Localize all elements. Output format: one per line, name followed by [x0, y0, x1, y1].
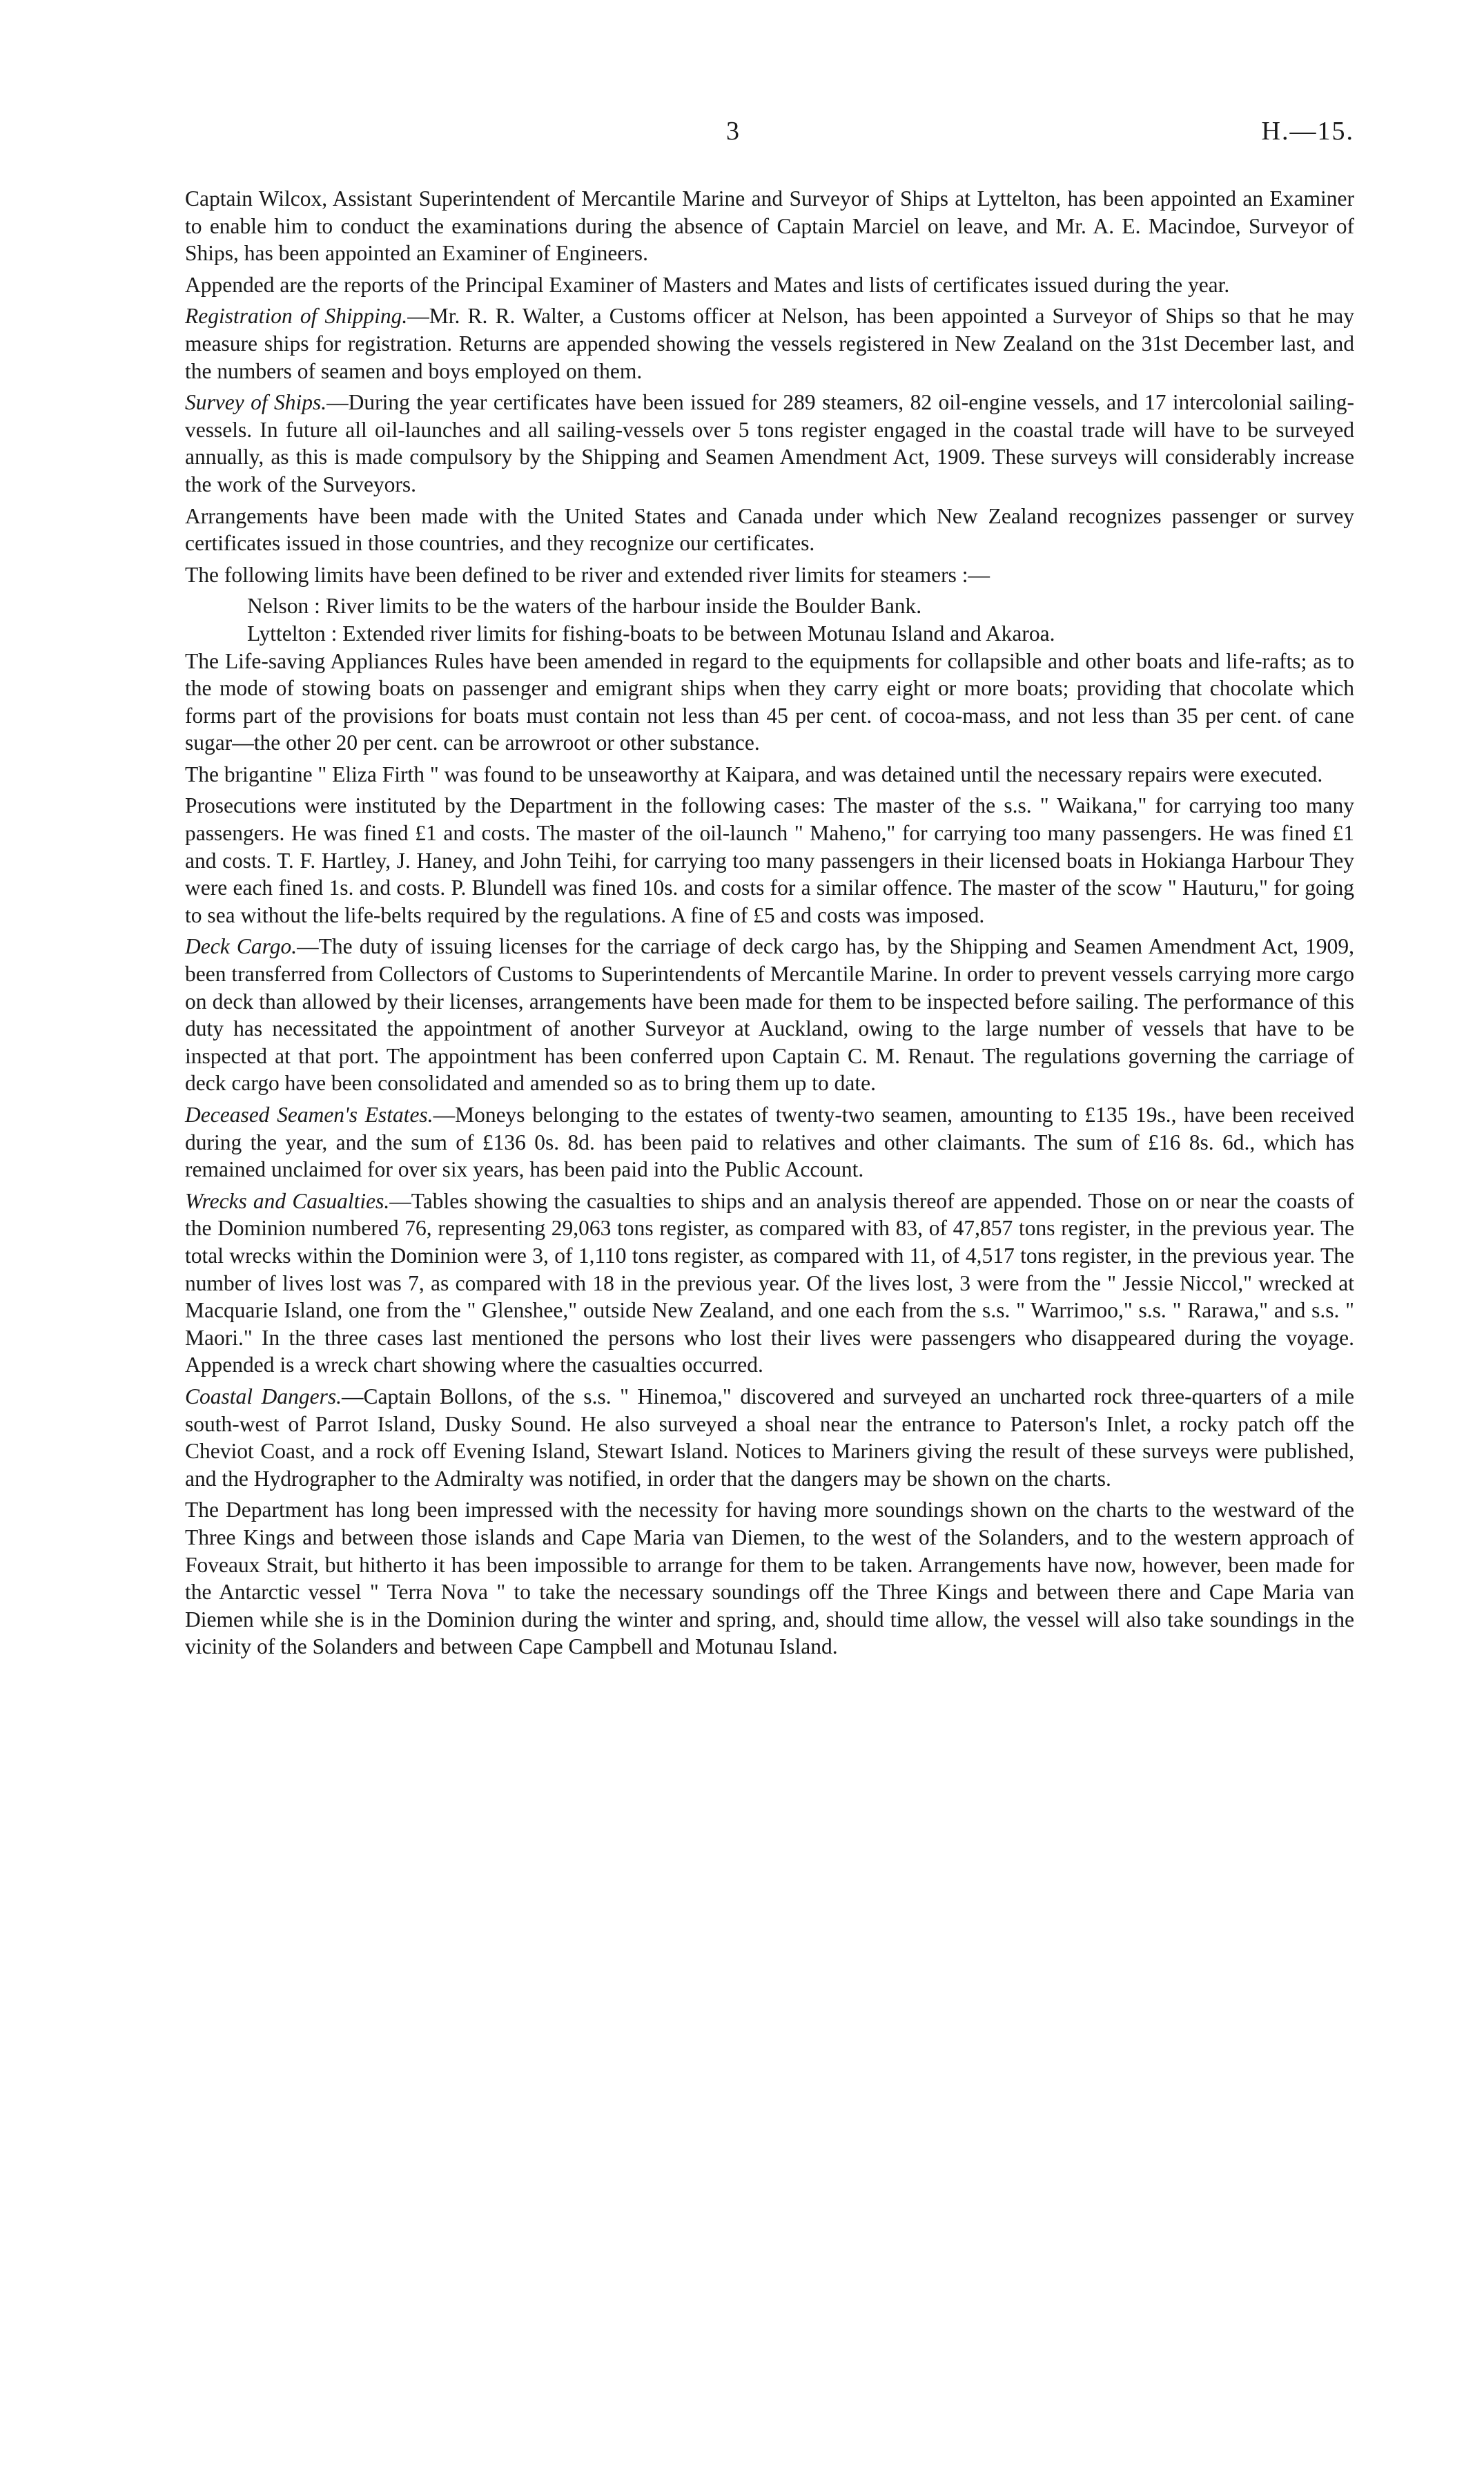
paragraph	[185, 302, 1354, 385]
paragraph-text: The following limits have been defined to be river and extended river limits for steamers :—	[185, 562, 990, 587]
paragraph-text: —Tables showing the casualties to ships and an analysis thereof are appended. Those on or near the coasts of the Dominion numbered 76, representing 29,063 tons register, as compared with 83, of 47,857 tons register, in the previous year. The total wrecks within the Dominion were 3, of 1,110 tons register, as compared with 11, of 4,517 tons register, in the previous year. The number of lives lost was 7, as compared with 18 in the previous year. Of the lives lost, 3 were from the " Jessie Niccol," wrecked at Macquarie Island, one from the " Glenshee," outside New Zealand, and one each from the s.s. " Warrimoo," s.s. " Rarawa," and s.s. " Maori." In the three cases last mentioned the persons who lost their lives were passengers who disappeared during the voyage. Appended is a wreck chart showing where the casualties occurred.	[185, 1188, 1354, 1377]
paragraph	[185, 1101, 1354, 1183]
page-number: 3	[726, 117, 739, 146]
paragraph	[185, 185, 1354, 267]
paragraph	[185, 1383, 1354, 1492]
section-heading: Survey of Ships.	[185, 390, 327, 415]
section-heading: Wrecks and Casualties.	[185, 1188, 390, 1213]
document-body	[185, 185, 1354, 1665]
paragraph-text: —Mr. R. R. Walter, a Customs officer at Nelson, has been appointed a Surveyor of Ships so that he may measure ships for registration. Returns are appended showing the vessels registered in New Zealand on the 31st December last, and the numbers of seamen and boys employed on them.	[185, 304, 1354, 383]
paragraph-text: —Captain Bollons, of the s.s. " Hinemoa," discovered and surveyed an uncharted rock three-quarters of a mile south-west of Parrot Island, Dusky Sound. He also surveyed a shoal near the entrance to Paterson's Inlet, a rocky patch off the Cheviot Coast, and a rock off Evening Island, Stewart Island. Notices to Mariners giving the result of these surveys were published, and the Hydrographer to the Admiralty was notified, in order that the dangers may be shown on the charts.	[185, 1384, 1354, 1491]
limit-item	[185, 592, 1354, 620]
limit-item	[185, 620, 1354, 648]
paragraph	[185, 1496, 1354, 1661]
paragraph	[185, 1188, 1354, 1379]
paragraph	[185, 389, 1354, 498]
paragraph-text: —The duty of issuing licenses for the carriage of deck cargo has, by the Shipping and Seamen Amendment Act, 1909, been transferred from Collectors of Customs to Superintendents of Mercantile Marine. In order to prevent vessels carrying more cargo on deck than allowed by their licenses, arrangements have been made for them to be inspected before sailing. The performance of this duty has necessitated the appointment of another Surveyor at Auckland, owing to the large number of vessels that have to be inspected at that port. The appointment has been conferred upon Captain C. M. Renaut. The regulations governing the carriage of deck cargo have been consolidated and amended so as to bring them up to date.	[185, 934, 1354, 1096]
section-heading: Coastal Dangers.	[185, 1384, 342, 1409]
paragraph-text: The Life-saving Appliances Rules have been amended in regard to the equipments for collapsible and other boats and life-rafts; as to the mode of stowing boats on passenger and emigrant ships when they carry eight or more boats; providing that chocolate which forms part of the provisions for boats must contain not less than 45 per cent. of cocoa-mass, and not less than 35 per cent. of cane sugar—the other 20 per cent. can be arrowroot or other substance.	[185, 648, 1354, 755]
paragraph	[185, 792, 1354, 929]
limit-text: Lyttelton : Extended river limits for fishing-boats to be between Motunau Island and Akaroa.	[247, 621, 1055, 646]
paragraph-text: Captain Wilcox, Assistant Superintendent of Mercantile Marine and Surveyor of Ships at Lyttelton, has been appointed an Examiner to enable him to conduct the examinations during the absence of Captain Marciel on leave, and Mr. A. E. Macindoe, Surveyor of Ships, has been appointed an Examiner of Engineers.	[185, 186, 1354, 266]
paragraph-text: —During the year certificates have been issued for 289 steamers, 82 oil-engine vessels, and 17 intercolonial sailing-vessels. In future all oil-launches and all sailing-vessels over 5 tons register engaged in the coastal trade will have to be surveyed annually, as this is made compulsory by the Shipping and Seamen Amendment Act, 1909. These surveys will considerably increase the work of the Surveyors.	[185, 390, 1355, 496]
paragraph	[185, 561, 1354, 589]
paragraph	[185, 271, 1354, 299]
paragraph	[185, 933, 1354, 1097]
paragraph-text: Appended are the reports of the Principal Examiner of Masters and Mates and lists of certificates issued during the year.	[185, 272, 1230, 297]
section-heading: Deceased Seamen's Estates.	[185, 1103, 433, 1127]
paragraph-text: Arrangements have been made with the United States and Canada under which New Zealand recognizes passenger or survey certificates issued in those countries, and they recognize our certificates.	[185, 503, 1354, 556]
limit-text: Nelson : River limits to be the waters of the harbour inside the Boulder Bank.	[247, 594, 922, 619]
paragraph-text: —Moneys belonging to the estates of twenty-two seamen, amounting to £135 19s., have been received during the year, and the sum of £136 0s. 8d. has been paid to relatives and other claimants. The sum of £16 8s. 6d., which has remained unclaimed for over six years, has been paid into the Public Account.	[185, 1103, 1354, 1182]
paragraph-text: Prosecutions were instituted by the Department in the following cases: The master of the s.s. " Waikana," for carrying too many passengers. He was fined £1 and costs. The master of the oil-launch " Maheno," for carrying too many passengers. He was fined £1 and costs. T. F. Hartley, J. Haney, and John Teihi, for carrying too many passengers in their licensed boats in Hokianga Harbour They were each fined 1s. and costs. P. Blundell was fined 10s. and costs for a similar offence. The master of the scow " Hauturu," for going to sea without the life-belts required by the regulations. A fine of £5 and costs was imposed.	[185, 793, 1354, 927]
section-heading: Deck Cargo.	[185, 934, 297, 959]
document-reference: H.—15.	[1261, 117, 1354, 146]
paragraph	[185, 761, 1354, 788]
paragraph-text: The Department has long been impressed with the necessity for having more soundings shown on the charts to the westward of the Three Kings and between those islands and Cape Maria van Diemen, to the west of the Solanders, and to the western approach of Foveaux Strait, but hitherto it has been impossible to arrange for them to be taken. Arrangements have now, however, been made for the Antarctic vessel " Terra Nova " to take the necessary soundings off the Three Kings and between there and Cape Maria van Diemen while she is in the Dominion during the winter and spring, and, should time allow, the vessel will also take soundings in the vicinity of the Solanders and between Cape Campbell and Motunau Island.	[185, 1498, 1354, 1659]
section-heading: Registration of Shipping.	[185, 304, 408, 329]
page-header	[0, 116, 1484, 157]
paragraph-text: The brigantine " Eliza Firth " was found to be unseaworthy at Kaipara, and was detained until the necessary repairs were executed.	[185, 762, 1323, 786]
paragraph	[185, 648, 1354, 757]
paragraph	[185, 503, 1354, 557]
